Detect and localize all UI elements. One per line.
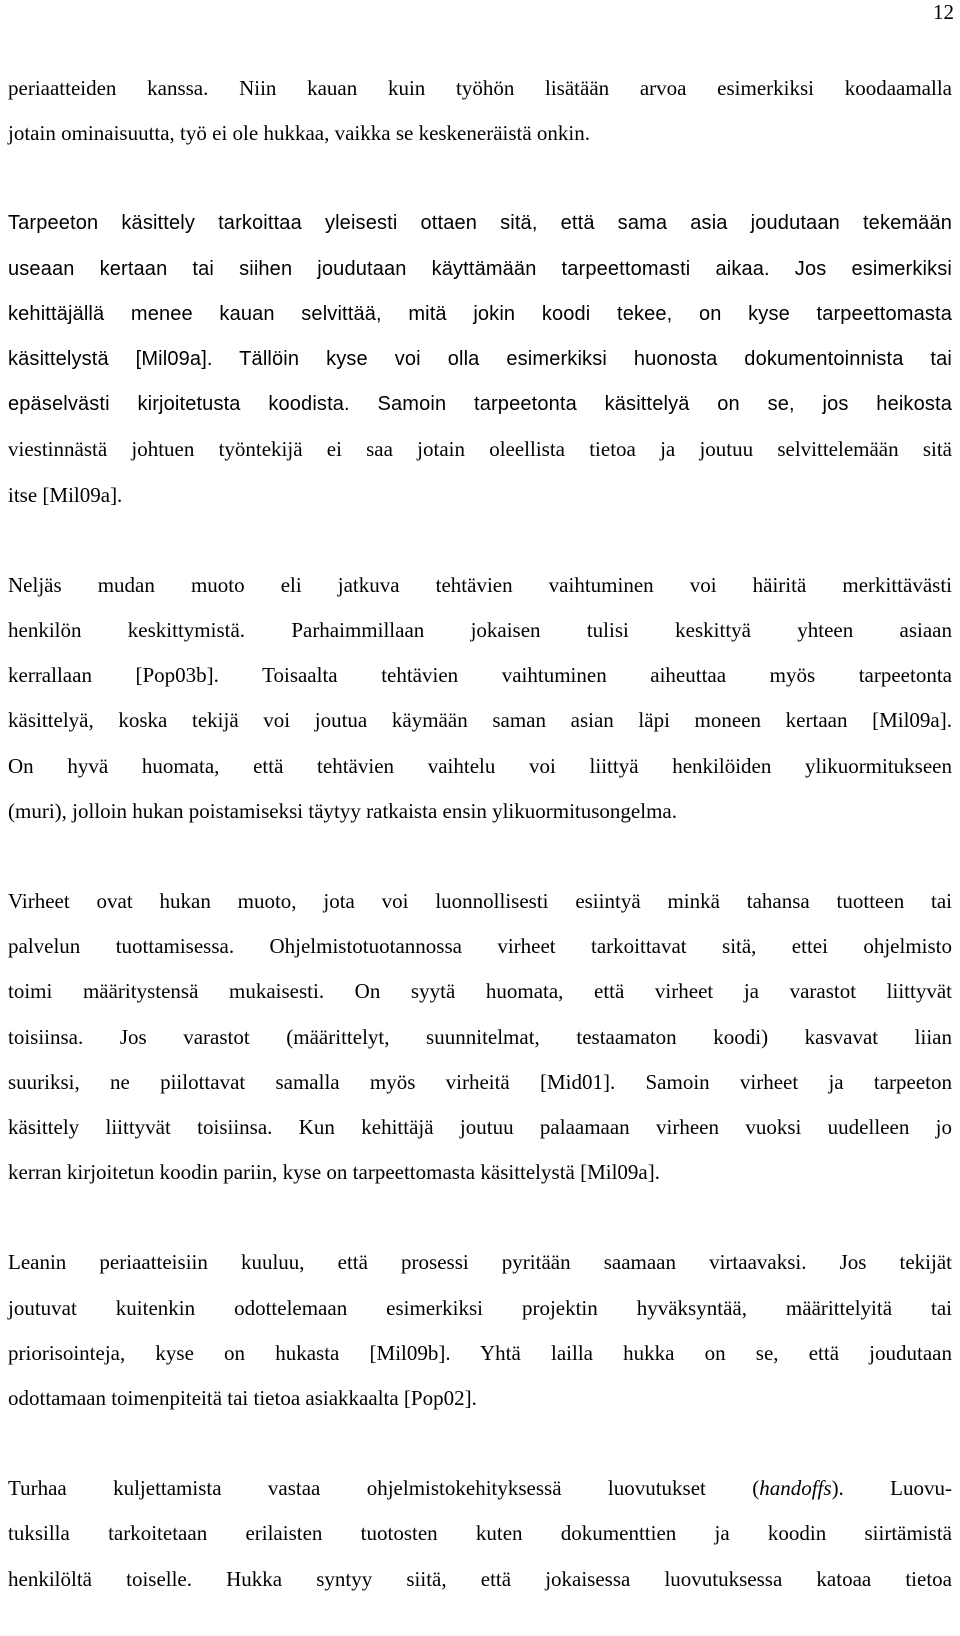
text-line: joutuvat kuitenkin odottelemaan esimerkiksi projektin hyväksyntää, määrittelyitä tai	[8, 1295, 952, 1320]
text-line: Virheet ovat hukan muoto, jota voi luonnollisesti esiintyä minkä tahansa tuotteen tai	[8, 889, 952, 914]
text-line: käsittelystä [Mil09a]. Tällöin kyse voi olla esimerkiksi huonosta dokumentoinnista tai	[8, 348, 952, 371]
text-line: Tarpeeton käsittely tarkoittaa yleisesti ottaen sitä, että sama asia joudutaan tekemään	[8, 212, 952, 235]
paragraph	[8, 1240, 952, 1421]
paragraph	[8, 66, 952, 156]
italic-term: handoffs	[759, 1476, 832, 1501]
text-line: (muri), jolloin hukan poistamiseksi täytyy ratkaista ensin ylikuormitusongelma.	[8, 798, 677, 823]
text-line: useaan kertaan tai siihen joudutaan käyttämään tarpeettomasti aikaa. Jos esimerkiksi	[8, 257, 952, 280]
text-line: tuksilla tarkoitetaan erilaisten tuotosten kuten dokumenttien ja koodin siirtämistä	[8, 1521, 952, 1546]
text-line: palvelun tuottamisessa. Ohjelmistotuotannossa virheet tarkoittavat sitä, ettei ohjelmisto	[8, 934, 952, 959]
text-line: odottamaan toimenpiteitä tai tietoa asiakkaalta [Pop02].	[8, 1386, 477, 1411]
text-line: priorisointeja, kyse on hukasta [Mil09b]. Yhtä lailla hukka on se, että joudutaan	[8, 1340, 952, 1365]
body-text	[8, 66, 952, 1602]
text-line: kerran kirjoitetun koodin pariin, kyse on tarpeettomasta käsittelystä [Mil09a].	[8, 1160, 660, 1185]
text-line: käsittelyä, koska tekijä voi joutua käymään saman asian läpi moneen kertaan [Mil09a].	[8, 708, 952, 733]
text-line: Neljäs mudan muoto eli jatkuva tehtävien vaihtuminen voi häiritä merkittävästi	[8, 572, 952, 597]
text-line: Leanin periaatteisiin kuuluu, että prosessi pyritään saamaan virtaavaksi. Jos tekijät	[8, 1250, 952, 1275]
line-fragment: ).	[831, 1476, 844, 1501]
text-line: On hyvä huomata, että tehtävien vaihtelu voi liittyä henkilöiden ylikuormitukseen	[8, 753, 952, 778]
paragraph	[8, 201, 952, 517]
paragraph	[8, 879, 952, 1195]
text-line	[8, 1466, 952, 1511]
line-fragment: Turhaa kuljettamista vastaa ohjelmistokehityksessä luovutukset (	[8, 1476, 760, 1501]
text-line: itse [Mil09a].	[8, 482, 123, 507]
text-line: toimi määritystensä mukaisesti. On syytä huomata, että virheet ja varastot liittyvät	[8, 979, 952, 1004]
page-number: 12	[933, 0, 954, 24]
paragraph	[8, 563, 952, 834]
text-line: toisiinsa. Jos varastot (määrittelyt, suunnitelmat, testaamaton koodi) kasvavat liian	[8, 1024, 952, 1049]
text-line: viestinnästä johtuen työntekijä ei saa jotain oleellista tietoa ja joutuu selvittelemään sitä	[8, 437, 952, 462]
text-line: kehittäjällä menee kauan selvittää, mitä jokin koodi tekee, on kyse tarpeettomasta	[8, 302, 952, 325]
text-line: henkilöltä toiselle. Hukka syntyy siitä, että jokaisessa luovutuksessa katoaa tietoa	[8, 1566, 952, 1591]
text-line: epäselvästi kirjoitetusta koodista. Samoin tarpeetonta käsittelyä on se, jos heikosta	[8, 393, 952, 416]
paragraph	[8, 1466, 952, 1602]
line-fragment: Luovu-	[890, 1476, 952, 1501]
text-line: suuriksi, ne piilottavat samalla myös virheitä [Mid01]. Samoin virheet ja tarpeeton	[8, 1069, 952, 1094]
text-line: henkilön keskittymistä. Parhaimmillaan jokaisen tulisi keskittyä yhteen asiaan	[8, 618, 952, 643]
text-line: periaatteiden kanssa. Niin kauan kuin työhön lisätään arvoa esimerkiksi koodaamalla	[8, 76, 952, 100]
text-line: jotain ominaisuutta, työ ei ole hukkaa, vaikka se keskeneräistä onkin.	[8, 121, 591, 146]
text-line: käsittely liittyvät toisiinsa. Kun kehittäjä joutuu palaamaan virheen vuoksi uudelleen jo	[8, 1115, 952, 1140]
text-line: kerrallaan [Pop03b]. Toisaalta tehtävien vaihtuminen aiheuttaa myös tarpeetonta	[8, 663, 952, 688]
